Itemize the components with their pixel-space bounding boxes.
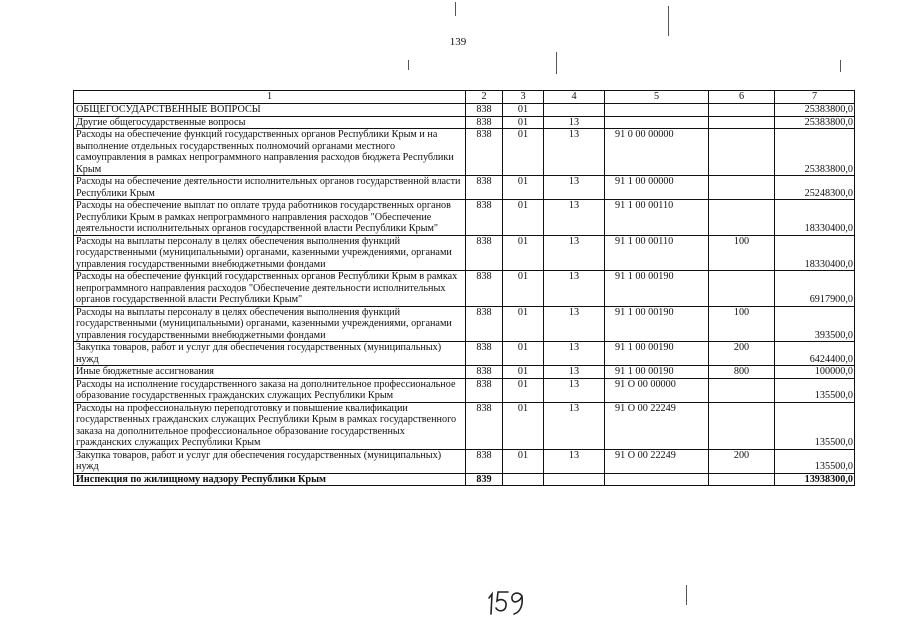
table-cell: 13 <box>544 116 605 129</box>
table-row <box>74 342 855 366</box>
table-cell: 839 <box>466 473 503 486</box>
table-cell: 6917900,0 <box>775 271 855 307</box>
table-cell: 6424400,0 <box>775 342 855 366</box>
row-label-cell: Закупка товаров, работ и услуг для обеспечения государственных (муниципальных) нужд <box>74 449 466 473</box>
row-label-cell: Расходы на обеспечение деятельности исполнительных органов государственной власти Республики Крым <box>74 176 466 200</box>
table-cell: 01 <box>503 200 544 236</box>
table-cell: 135500,0 <box>775 449 855 473</box>
scan-artifact <box>668 6 669 36</box>
table-cell <box>709 116 775 129</box>
table-row <box>74 306 855 342</box>
table-row <box>74 104 855 117</box>
table-cell: 01 <box>503 378 544 402</box>
table-cell: 01 <box>503 116 544 129</box>
table-cell: 838 <box>466 200 503 236</box>
column-header: 6 <box>709 91 775 104</box>
table-row <box>74 116 855 129</box>
row-label-cell: Расходы на обеспечение функций государственных органов Республики Крым в рамках непрограммного направления расходов "Обеспечение деятельности исполнительных органов государственной власти Республики Крым" <box>74 271 466 307</box>
table-cell: 838 <box>466 366 503 379</box>
page-number: 139 <box>449 36 467 48</box>
row-label-cell: Закупка товаров, работ и услуг для обеспечения государственных (муниципальных) нужд <box>74 342 466 366</box>
table-row <box>74 366 855 379</box>
table-cell <box>709 176 775 200</box>
table-cell: 01 <box>503 176 544 200</box>
table-cell: 838 <box>466 342 503 366</box>
scan-artifact <box>840 60 841 72</box>
table-cell <box>709 129 775 176</box>
table-cell <box>605 116 709 129</box>
budget-table-container <box>73 90 854 486</box>
table-cell: 91 1 00 00190 <box>605 366 709 379</box>
table-cell: 200 <box>709 342 775 366</box>
table-row <box>74 449 855 473</box>
row-label-cell: Расходы на обеспечение выплат по оплате труда работников государственных органов Республики Крым в рамках непрограммного направления расходов "Обеспечение деятельности исполнительных органов государственной власти Республики Крым" <box>74 200 466 236</box>
table-cell: 01 <box>503 449 544 473</box>
table-row <box>74 402 855 449</box>
table-cell: 200 <box>709 449 775 473</box>
row-label-cell: Расходы на обеспечение функций государственных органов Республики Крым и на выполнение отдельных государственных полномочий органами местного самоуправления в рамках непрограммного направления расходов бюджета Республики Крым <box>74 129 466 176</box>
column-header: 2 <box>466 91 503 104</box>
table-cell: 01 <box>503 235 544 271</box>
table-cell <box>709 104 775 117</box>
table-cell: 838 <box>466 449 503 473</box>
table-cell: 01 <box>503 271 544 307</box>
scan-artifact <box>686 585 687 605</box>
table-cell: 25248300,0 <box>775 176 855 200</box>
column-header: 1 <box>74 91 466 104</box>
column-header: 4 <box>544 91 605 104</box>
row-label-cell: Инспекция по жилищному надзору Республики Крым <box>74 473 466 486</box>
column-header: 7 <box>775 91 855 104</box>
table-cell: 838 <box>466 402 503 449</box>
row-label-cell: Другие общегосударственные вопросы <box>74 116 466 129</box>
table-cell: 838 <box>466 129 503 176</box>
table-cell: 13 <box>544 378 605 402</box>
table-cell: 13 <box>544 342 605 366</box>
table-cell: 01 <box>503 366 544 379</box>
scan-artifact <box>408 60 409 70</box>
table-cell <box>503 473 544 486</box>
table-cell: 838 <box>466 235 503 271</box>
budget-table <box>73 90 855 486</box>
table-row <box>74 271 855 307</box>
table-cell: 13 <box>544 449 605 473</box>
table-cell: 393500,0 <box>775 306 855 342</box>
row-label-cell: Расходы на выплаты персоналу в целях обеспечения выполнения функций государственными (муниципальными) органами, казенными учреждениями, органами управления государственными внебюджетными фондами <box>74 306 466 342</box>
handwritten-signature-icon <box>486 588 526 616</box>
table-cell: 100 <box>709 306 775 342</box>
scan-artifact <box>455 2 456 16</box>
row-label-cell: Расходы на профессиональную переподготовку и повышение квалификации государственных гражданских служащих Республики Крым в рамках государственного заказа на дополнительное профессиональное образование государственных гражданских служащих Республики Крым <box>74 402 466 449</box>
table-cell: 838 <box>466 378 503 402</box>
table-row <box>74 200 855 236</box>
table-cell <box>709 271 775 307</box>
table-cell <box>709 402 775 449</box>
table-row <box>74 129 855 176</box>
table-cell: 01 <box>503 104 544 117</box>
table-cell: 01 <box>503 342 544 366</box>
handwritten-page-mark <box>486 588 526 616</box>
table-cell: 800 <box>709 366 775 379</box>
table-cell <box>709 200 775 236</box>
table-cell: 91 О 00 22249 <box>605 449 709 473</box>
table-cell: 13 <box>544 402 605 449</box>
table-cell: 01 <box>503 306 544 342</box>
table-cell: 91 1 00 00110 <box>605 200 709 236</box>
table-cell <box>709 378 775 402</box>
table-row <box>74 378 855 402</box>
table-cell: 13 <box>544 129 605 176</box>
table-cell: 135500,0 <box>775 402 855 449</box>
table-cell: 100 <box>709 235 775 271</box>
table-cell: 13 <box>544 176 605 200</box>
table-cell: 91 1 00 00110 <box>605 235 709 271</box>
row-label-cell: Расходы на выплаты персоналу в целях обеспечения выполнения функций государственными (муниципальными) органами, казенными учреждениями, органами управления государственными внебюджетными фондами <box>74 235 466 271</box>
table-cell <box>605 104 709 117</box>
table-cell: 13938300,0 <box>775 473 855 486</box>
row-label-cell: Расходы на исполнение государственного заказа на дополнительное профессиональное образование государственных гражданских служащих Республики Крым <box>74 378 466 402</box>
table-cell: 13 <box>544 366 605 379</box>
table-cell: 91 1 00 00190 <box>605 271 709 307</box>
scan-artifact <box>556 52 557 74</box>
table-cell: 13 <box>544 271 605 307</box>
table-cell: 91 О 00 22249 <box>605 402 709 449</box>
table-cell: 13 <box>544 306 605 342</box>
table-cell: 18330400,0 <box>775 235 855 271</box>
table-cell: 01 <box>503 129 544 176</box>
column-header: 5 <box>605 91 709 104</box>
table-cell: 91 1 00 00190 <box>605 306 709 342</box>
row-label-cell: ОБЩЕГОСУДАРСТВЕННЫЕ ВОПРОСЫ <box>74 104 466 117</box>
table-cell: 91 1 00 00000 <box>605 176 709 200</box>
table-cell: 838 <box>466 104 503 117</box>
table-cell: 838 <box>466 306 503 342</box>
table-cell <box>709 473 775 486</box>
table-cell: 25383800,0 <box>775 129 855 176</box>
table-cell: 25383800,0 <box>775 104 855 117</box>
table-cell: 13 <box>544 200 605 236</box>
table-header-row <box>74 91 855 104</box>
table-cell: 838 <box>466 116 503 129</box>
table-cell: 91 О 00 00000 <box>605 378 709 402</box>
table-row <box>74 176 855 200</box>
table-cell: 01 <box>503 402 544 449</box>
row-label-cell: Иные бюджетные ассигнования <box>74 366 466 379</box>
table-cell: 135500,0 <box>775 378 855 402</box>
table-cell: 25383800,0 <box>775 116 855 129</box>
table-cell <box>544 104 605 117</box>
table-cell: 13 <box>544 235 605 271</box>
table-cell: 91 0 00 00000 <box>605 129 709 176</box>
table-cell: 838 <box>466 176 503 200</box>
table-row <box>74 473 855 486</box>
table-cell: 18330400,0 <box>775 200 855 236</box>
table-body <box>74 104 855 486</box>
table-cell: 100000,0 <box>775 366 855 379</box>
table-cell: 838 <box>466 271 503 307</box>
table-row <box>74 235 855 271</box>
table-cell: 91 1 00 00190 <box>605 342 709 366</box>
table-cell <box>544 473 605 486</box>
table-cell <box>605 473 709 486</box>
column-header: 3 <box>503 91 544 104</box>
